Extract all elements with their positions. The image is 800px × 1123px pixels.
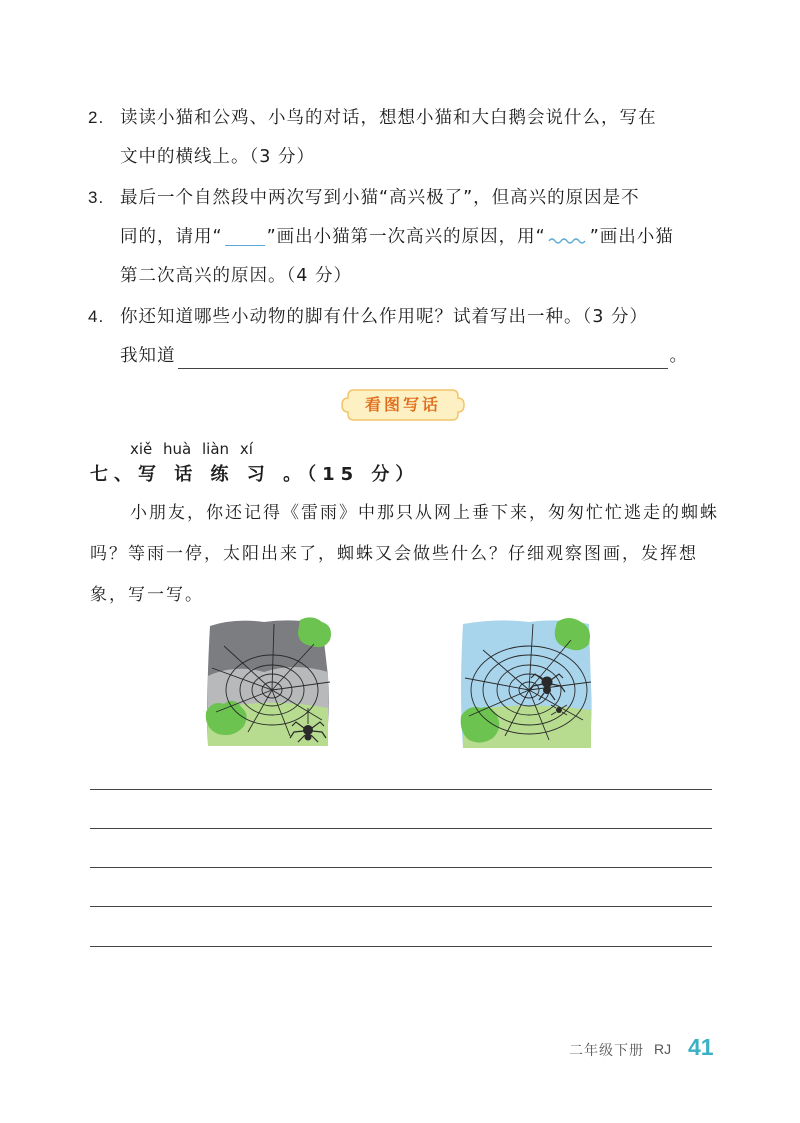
sunny-spider-web-picture [459,616,595,750]
question-text: 你还知道哪些小动物的脚有什么作用呢？试着写出一种。（3 分） [120,307,648,327]
question-number: 4. [88,307,105,326]
footer-grade: 二年级下册 [569,1043,644,1059]
question-text: 最后一个自然段中两次写到小猫“高兴极了”，但高兴的原因是不 [120,188,640,208]
section-title: 七、写 话 练 习 。（15 分） [90,464,420,485]
section-banner [340,388,466,422]
question-text-cont: 第二次高兴的原因。（4 分） [120,266,352,286]
wavy-line-mark [548,236,588,246]
answer-suffix: 。 [669,346,688,366]
question-3 [88,178,674,296]
question-text-part: ”画出小猫 [589,227,674,247]
question-number: 3. [88,188,105,207]
question-text-cont: 文中的横线上。（3 分） [120,147,315,167]
question-4 [88,297,688,376]
question-2 [88,98,657,177]
question-text-part: 同的，请用“ [120,227,223,247]
banner-label: 看图写话 [364,395,441,414]
writing-line[interactable] [90,789,712,790]
writing-line[interactable] [90,867,712,868]
question-number: 2. [88,108,105,127]
writing-line[interactable] [90,946,712,947]
straight-line-mark [225,228,265,246]
question-text-part: ”画出小猫第一次高兴的原因，用“ [266,227,546,247]
section-instructions: 小朋友，你还记得《雷雨》中那只从网上垂下来，匆匆忙忙逃走的蜘蛛吗？等雨一停，太阳出来了，蜘蛛又会做些什么？仔细观察图画，发挥想象，写一写。 [90,503,719,605]
question-text: 读读小猫和公鸡、小鸟的对话，想想小猫和大白鹅会说什么，写在 [120,108,657,128]
stormy-spider-web-picture [204,616,334,748]
writing-line[interactable] [90,828,712,829]
writing-line[interactable] [90,906,712,907]
section-pinyin: xiě huà liàn xí [130,440,253,458]
footer-edition: RJ [654,1041,672,1057]
page-number: 41 [688,1034,714,1060]
answer-line[interactable] [178,344,668,369]
answer-prefix: 我知道 [120,346,176,366]
